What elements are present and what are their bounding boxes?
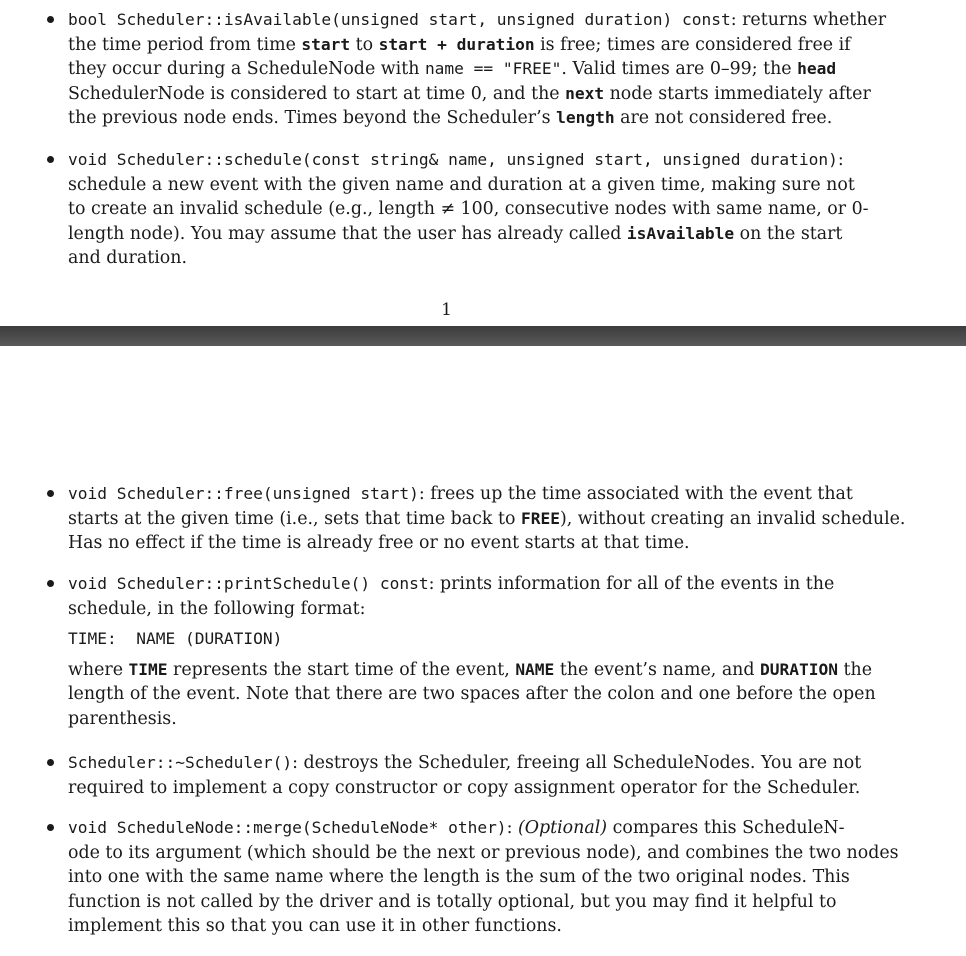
bullet-merge (68, 816, 938, 939)
text-span: are not considered free. (614, 108, 833, 129)
code-span: next (565, 83, 605, 103)
text-span: the event’s name, and (554, 659, 761, 680)
code-span: isAvailable (626, 223, 735, 243)
description-text (68, 751, 938, 800)
description-text (68, 8, 938, 131)
code-span: Scheduler::~Scheduler() (68, 753, 293, 772)
text-span: implement this so that you can use it in other functions. (68, 916, 562, 937)
code-span: length (556, 108, 615, 128)
description-text (68, 148, 938, 271)
text-span: the (838, 659, 873, 680)
text-span: parenthesis. (68, 708, 177, 729)
bullet-free (68, 482, 938, 556)
text-span: : (837, 150, 844, 170)
code-span: void ScheduleNode::merge(ScheduleNode* other) (68, 818, 507, 837)
code-span: DURATION (760, 659, 839, 679)
text-span: on the start (734, 223, 843, 244)
text-span: : (506, 818, 518, 838)
text-span: starts at the given time (i.e., sets that time back to (68, 508, 521, 529)
code-span: bool Scheduler::isAvailable(unsigned start, unsigned duration) const (68, 10, 731, 29)
code-span: start + duration (378, 34, 535, 54)
bullet-isavailable (68, 8, 938, 131)
text-line (68, 572, 938, 597)
text-span: they occur during a ScheduleNode with (68, 59, 425, 80)
bullet-dot (47, 156, 54, 163)
text-line (68, 57, 938, 82)
text-line (68, 82, 938, 107)
code-span: void Scheduler::printSchedule() const (68, 574, 429, 593)
code-span: name == "FREE" (424, 59, 562, 79)
text-span: compares this ScheduleN- (607, 818, 845, 838)
text-span: : frees up the time associated with the event that (418, 484, 853, 504)
description-text-continued (68, 658, 938, 732)
text-span: required to implement a copy constructor or copy assignment operator for the Scheduler. (68, 777, 861, 798)
code-span: start (301, 34, 351, 54)
text-span: represents the start time of the event, (167, 659, 516, 680)
text-span: the time period from time (68, 34, 302, 55)
document-page-1 (0, 0, 966, 326)
bullet-dot (47, 759, 54, 766)
bullet-dot (47, 580, 54, 587)
text-line (68, 173, 938, 198)
code-span: head (797, 59, 837, 79)
text-line (68, 751, 938, 776)
text-span: the previous node ends. Times beyond the Scheduler’s (68, 108, 557, 129)
text-line (68, 914, 938, 939)
text-span: ode to its argument (which should be the next or previous node), and combines the two nodes (68, 842, 899, 863)
text-span: . Valid times are 0–99; the (561, 59, 798, 80)
page-number: 1 (441, 300, 452, 320)
text-line (68, 246, 938, 271)
text-line (68, 597, 938, 622)
text-line (68, 841, 938, 866)
document-page-2 (0, 346, 966, 956)
text-line (68, 33, 938, 58)
text-span: function is not called by the driver and is totally optional, but you may find it helpful to (68, 891, 837, 912)
bullet-schedule (68, 148, 938, 271)
text-line (68, 106, 938, 131)
text-line (68, 148, 938, 173)
code-span: FREE (520, 508, 560, 528)
code-span: (Optional) (517, 818, 608, 838)
description-text (68, 572, 938, 621)
page-separator (0, 326, 966, 346)
text-line (68, 890, 938, 915)
text-line (68, 222, 938, 247)
text-span: schedule, in the following format: (68, 598, 366, 619)
text-line (68, 707, 938, 732)
text-span: where (68, 659, 129, 680)
text-line (68, 865, 938, 890)
text-line (68, 8, 938, 33)
text-span: node starts immediately after (604, 83, 871, 104)
code-span: void Scheduler::free(unsigned start) (68, 484, 419, 503)
text-span: length node). You may assume that the user has already called (68, 223, 627, 244)
text-span: Has no effect if the time is already free or no event starts at that time. (68, 533, 690, 554)
text-line (68, 776, 938, 801)
bullet-printschedule (68, 572, 938, 732)
text-span: : returns whether (730, 10, 887, 30)
text-line (68, 658, 938, 683)
description-text (68, 482, 938, 556)
bullet-dot (47, 824, 54, 831)
code-span: void Scheduler::schedule(const string& name, unsigned start, unsigned duration) (68, 150, 838, 169)
text-span: schedule a new event with the given name and duration at a given time, making sure not (68, 174, 855, 195)
code-span: TIME (128, 659, 168, 679)
output-format: TIME: NAME (DURATION) (68, 629, 283, 649)
text-span: length of the event. Note that there are two spaces after the colon and one before the open (68, 684, 876, 705)
text-span: to (350, 34, 379, 55)
text-span: SchedulerNode is considered to start at time 0, and the (68, 83, 566, 104)
code-span: NAME (515, 659, 555, 679)
text-line (68, 816, 938, 841)
text-line (68, 197, 938, 222)
text-span: to create an invalid schedule (e.g., length ≠ 100, consecutive nodes with same name, or 0- (68, 199, 869, 220)
bullet-dot (47, 490, 54, 497)
text-line (68, 682, 938, 707)
bullet-dot (47, 16, 54, 23)
text-span: into one with the same name where the length is the sum of the two original nodes. This (68, 867, 850, 888)
text-line (68, 482, 938, 507)
text-span: : destroys the Scheduler, freeing all ScheduleNodes. You are not (292, 753, 862, 773)
text-span: and duration. (68, 248, 187, 269)
text-span: is free; times are considered free if (534, 34, 851, 55)
text-span: ), without creating an invalid schedule. (559, 508, 906, 529)
description-text (68, 816, 938, 939)
text-line (68, 507, 938, 532)
text-span: : prints information for all of the events in the (428, 574, 835, 594)
bullet-destructor (68, 751, 938, 800)
text-line (68, 531, 938, 556)
